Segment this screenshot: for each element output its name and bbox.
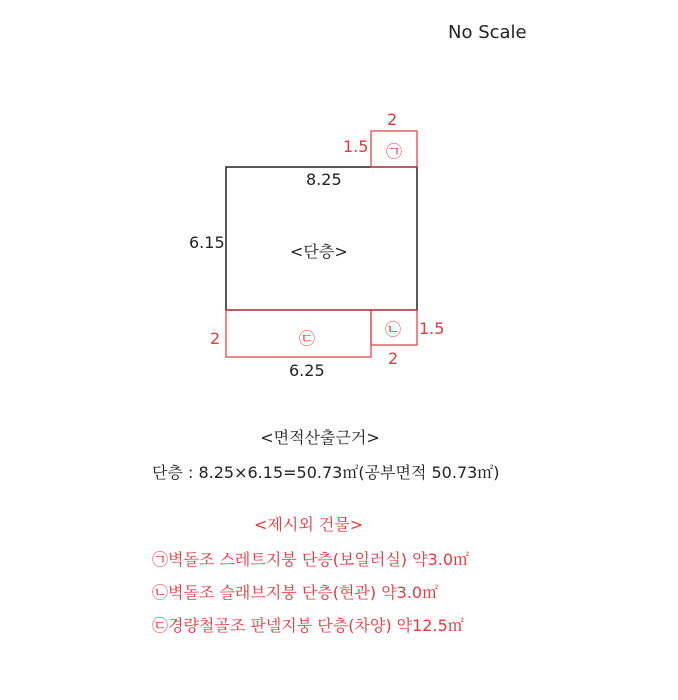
annex-a-depth-label: 1.5 — [343, 137, 369, 156]
area-calc-title: <면적산출근거> — [260, 428, 380, 447]
other-building-item: ㉢경량철골조 판넬지붕 단층(차양) 약12.5㎡ — [152, 616, 464, 635]
annex-b-depth-label: 1.5 — [419, 319, 445, 338]
annex-b-width-label: 2 — [388, 349, 399, 368]
scale-note: No Scale — [448, 22, 527, 43]
annex-a-marker: ㉠ — [386, 142, 403, 161]
annex-a-width-label: 2 — [387, 110, 398, 129]
annex-b-marker: ㉡ — [385, 320, 402, 339]
annex-c-marker: ㉢ — [299, 329, 316, 348]
main-width-label: 8.25 — [306, 170, 342, 189]
main-depth-label: 6.15 — [189, 233, 225, 252]
area-calc-line: 단층 : 8.25×6.15=50.73㎡(공부면적 50.73㎡) — [152, 463, 500, 482]
other-building-item: ㉡벽돌조 슬래브지붕 단층(현관) 약3.0㎡ — [152, 583, 439, 602]
annex-c-width-label: 6.25 — [289, 361, 325, 380]
main-building-label: <단층> — [290, 242, 348, 261]
other-buildings-title: <제시외 건물> — [254, 515, 364, 534]
annex-c-depth-label: 2 — [210, 329, 221, 348]
other-building-item: ㉠벽돌조 스레트지붕 단층(보일러실) 약3.0㎡ — [152, 550, 470, 569]
